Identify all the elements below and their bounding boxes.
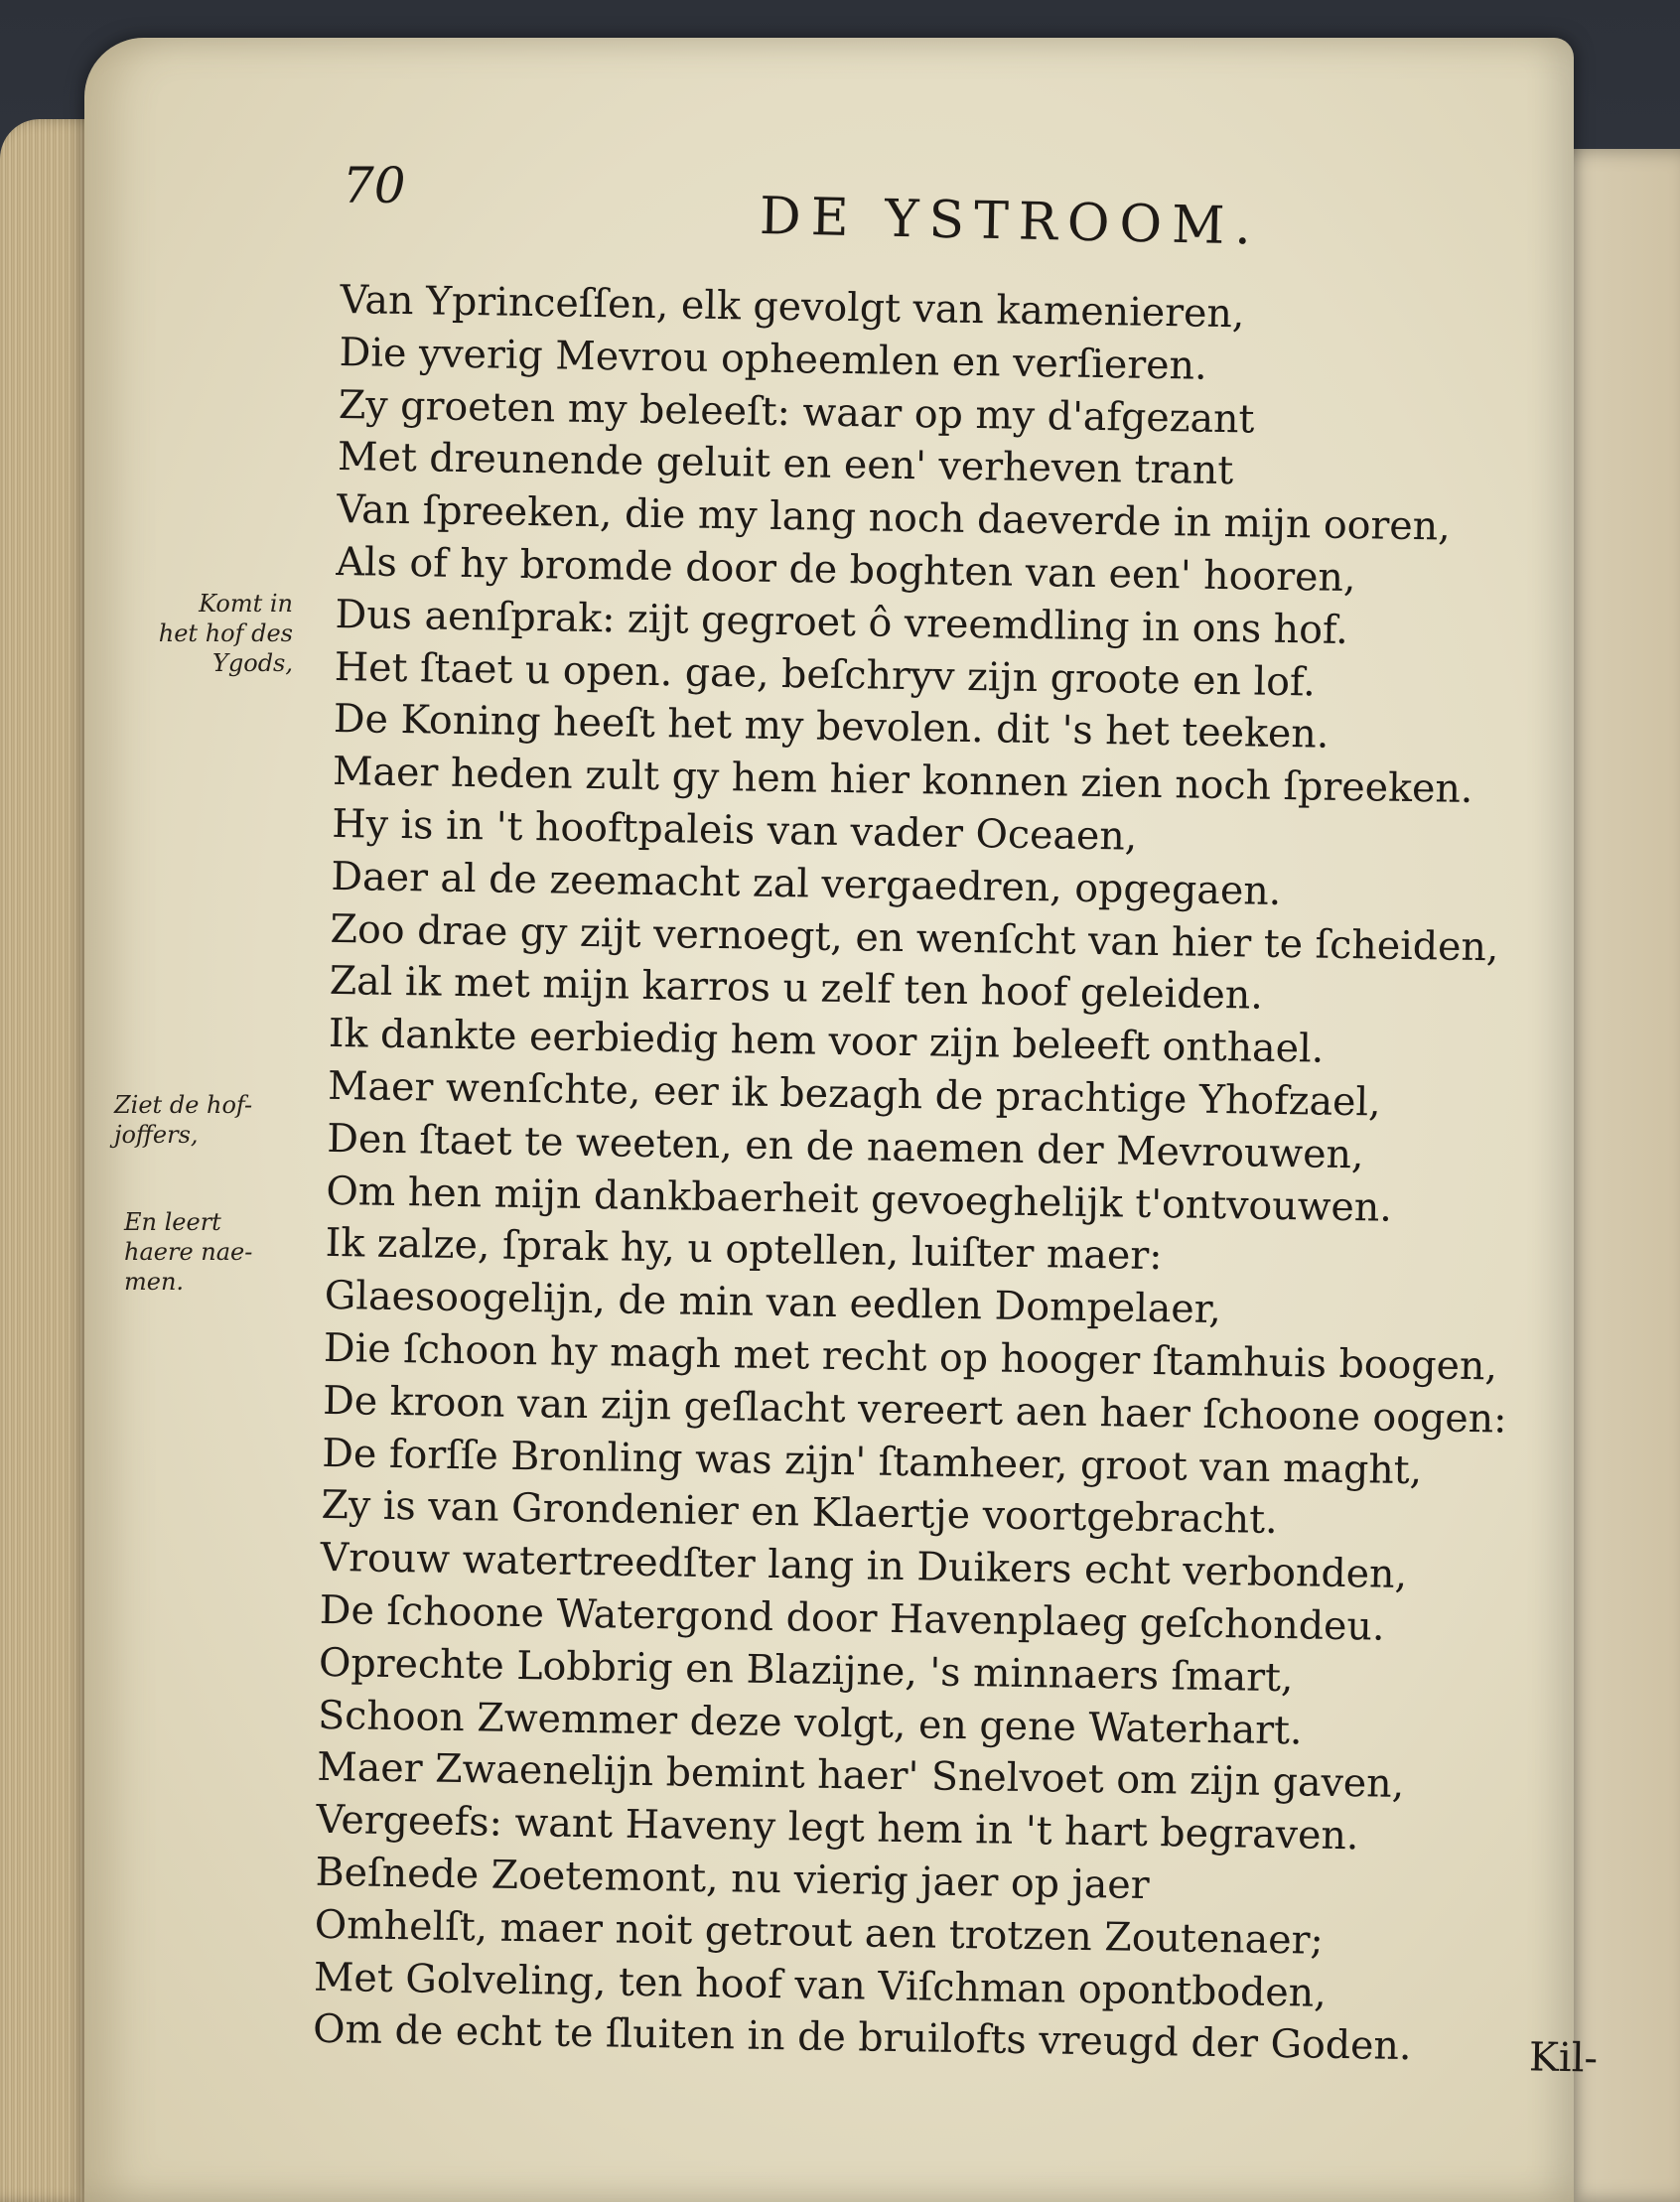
marginal-note-line: haere nae- — [124, 1238, 253, 1266]
book-page — [84, 38, 1599, 2202]
marginal-note-line: Ziet de hof- — [114, 1091, 253, 1119]
verse-line: Om hen mijn dankbaerheit gevoeghelijk t'ontvouwen. — [326, 1168, 1393, 1231]
marginal-note-1 — [124, 589, 293, 678]
marginal-note-line: Ygods, — [212, 649, 293, 677]
verse-line: Ik zalze, ſprak hy, u optellen, luiſter maer: — [325, 1220, 1163, 1280]
marginal-note-2 — [114, 1090, 281, 1150]
verse-line: De forſſe Bronling was zijn' ſtamheer, groot van maght, — [321, 1430, 1423, 1493]
verse-line: Omhelſt, maer noit getrout aen trotzen Zoutenaer; — [314, 1901, 1325, 1964]
verse-line: Ik dankte eerbiedig hem voor zijn beleeft onthael. — [328, 1011, 1325, 1072]
running-head: DE YSTROOM. — [759, 187, 1262, 257]
verse-line: Maer Zwaenelijn bemint haer' Snelvoet om zijn gaven, — [317, 1744, 1405, 1808]
verse-line: Het ſtaet u open. gae, beſchryv zijn groote en lof. — [334, 643, 1317, 706]
verse-line: Beſnede Zoetemont, nu vierig jaer op jaer — [315, 1849, 1150, 1908]
verse-line: Zy is van Grondenier en Klaertje voortgebracht. — [321, 1482, 1278, 1544]
verse-line: Van Yprinceſſen, elk gevolgt van kamenieren, — [340, 276, 1245, 338]
verse-line: Van ſpreeken, die my lang noch daeverde in mijn ooren, — [336, 486, 1452, 550]
verse-line: Hy is in 't hooftpaleis van vader Oceaen, — [331, 800, 1138, 860]
verse-line: Zal ik met mijn karros u zelf ten hoof geleiden. — [329, 958, 1264, 1020]
verse-line: De ſchoone Watergond door Havenplaeg geſchondeu. — [319, 1586, 1385, 1650]
marginal-note-line: het hof des — [158, 619, 293, 647]
marginal-note-line: Komt in — [199, 590, 293, 618]
verse-block — [313, 274, 1631, 2076]
verse-line: Dus aenſprak: zijt gegroet ô vreemdling in ons hof. — [335, 591, 1349, 653]
marginal-note-line: En leert — [124, 1208, 221, 1236]
verse-line: Zy groeten my beleeſt: waar op my d'afgezant — [338, 381, 1255, 443]
verse-line: Die ſchoon hy magh met recht op hooger ſtamhuis boogen, — [323, 1324, 1498, 1390]
verse-line: Vrouw watertreedſter lang in Duikers echt verbonden, — [320, 1534, 1408, 1598]
marginal-note-line: joffers, — [114, 1121, 199, 1149]
verse-line: Oprechte Lobbrig en Blazijne, 's minnaers ſmart, — [318, 1639, 1294, 1701]
catchword: Kil- — [1528, 2034, 1599, 2082]
verse-line: Om de echt te ſluiten in de bruilofts vreugd der Goden. — [312, 2006, 1412, 2070]
verse-line: Vergeefs: want Haveny legt hem in 't hart begraven. — [316, 1796, 1359, 1859]
verse-line: De Koning heeſt het my bevolen. dit 's het teeken. — [333, 696, 1330, 758]
verse-line: De kroon van zijn geſlacht vereert aen haer ſchoone oogen: — [322, 1377, 1507, 1443]
verse-line: Die yverig Mevrou opheemlen en verſieren. — [339, 329, 1207, 389]
marginal-note-3 — [124, 1207, 288, 1297]
verse-line: Den ſtaet te weeten, en de naemen der Mevrouwen, — [326, 1115, 1364, 1178]
verse-line: Daer al de zeemacht zal vergaedren, opgegaen. — [331, 853, 1282, 914]
verse-line: Schoon Zwemmer deze volgt, en gene Waterhart. — [317, 1692, 1303, 1753]
verse-line: Maer wenſchte, eer ik bezagh de prachtige Yhofzael, — [327, 1062, 1382, 1126]
page-number: 70 — [343, 157, 406, 214]
verse-line: Zoo drae gy zijt vernoegt, en wenſcht van hier te ſcheiden, — [330, 905, 1499, 970]
verse-line: Glaesoogelijn, de min van eedlen Dompelaer, — [324, 1273, 1222, 1333]
marginal-note-line: men. — [124, 1268, 185, 1296]
verse-line: Met Golveling, ten hoof van Viſchman opontboden, — [313, 1954, 1328, 2016]
verse-line: Maer heden zult gy hem hier konnen zien noch ſpreeken. — [332, 749, 1473, 813]
verse-line: Als of hy bromde door de boghten van een' hooren, — [336, 538, 1356, 602]
verse-line: Met dreunende geluit en een' verheven trant — [337, 434, 1234, 494]
